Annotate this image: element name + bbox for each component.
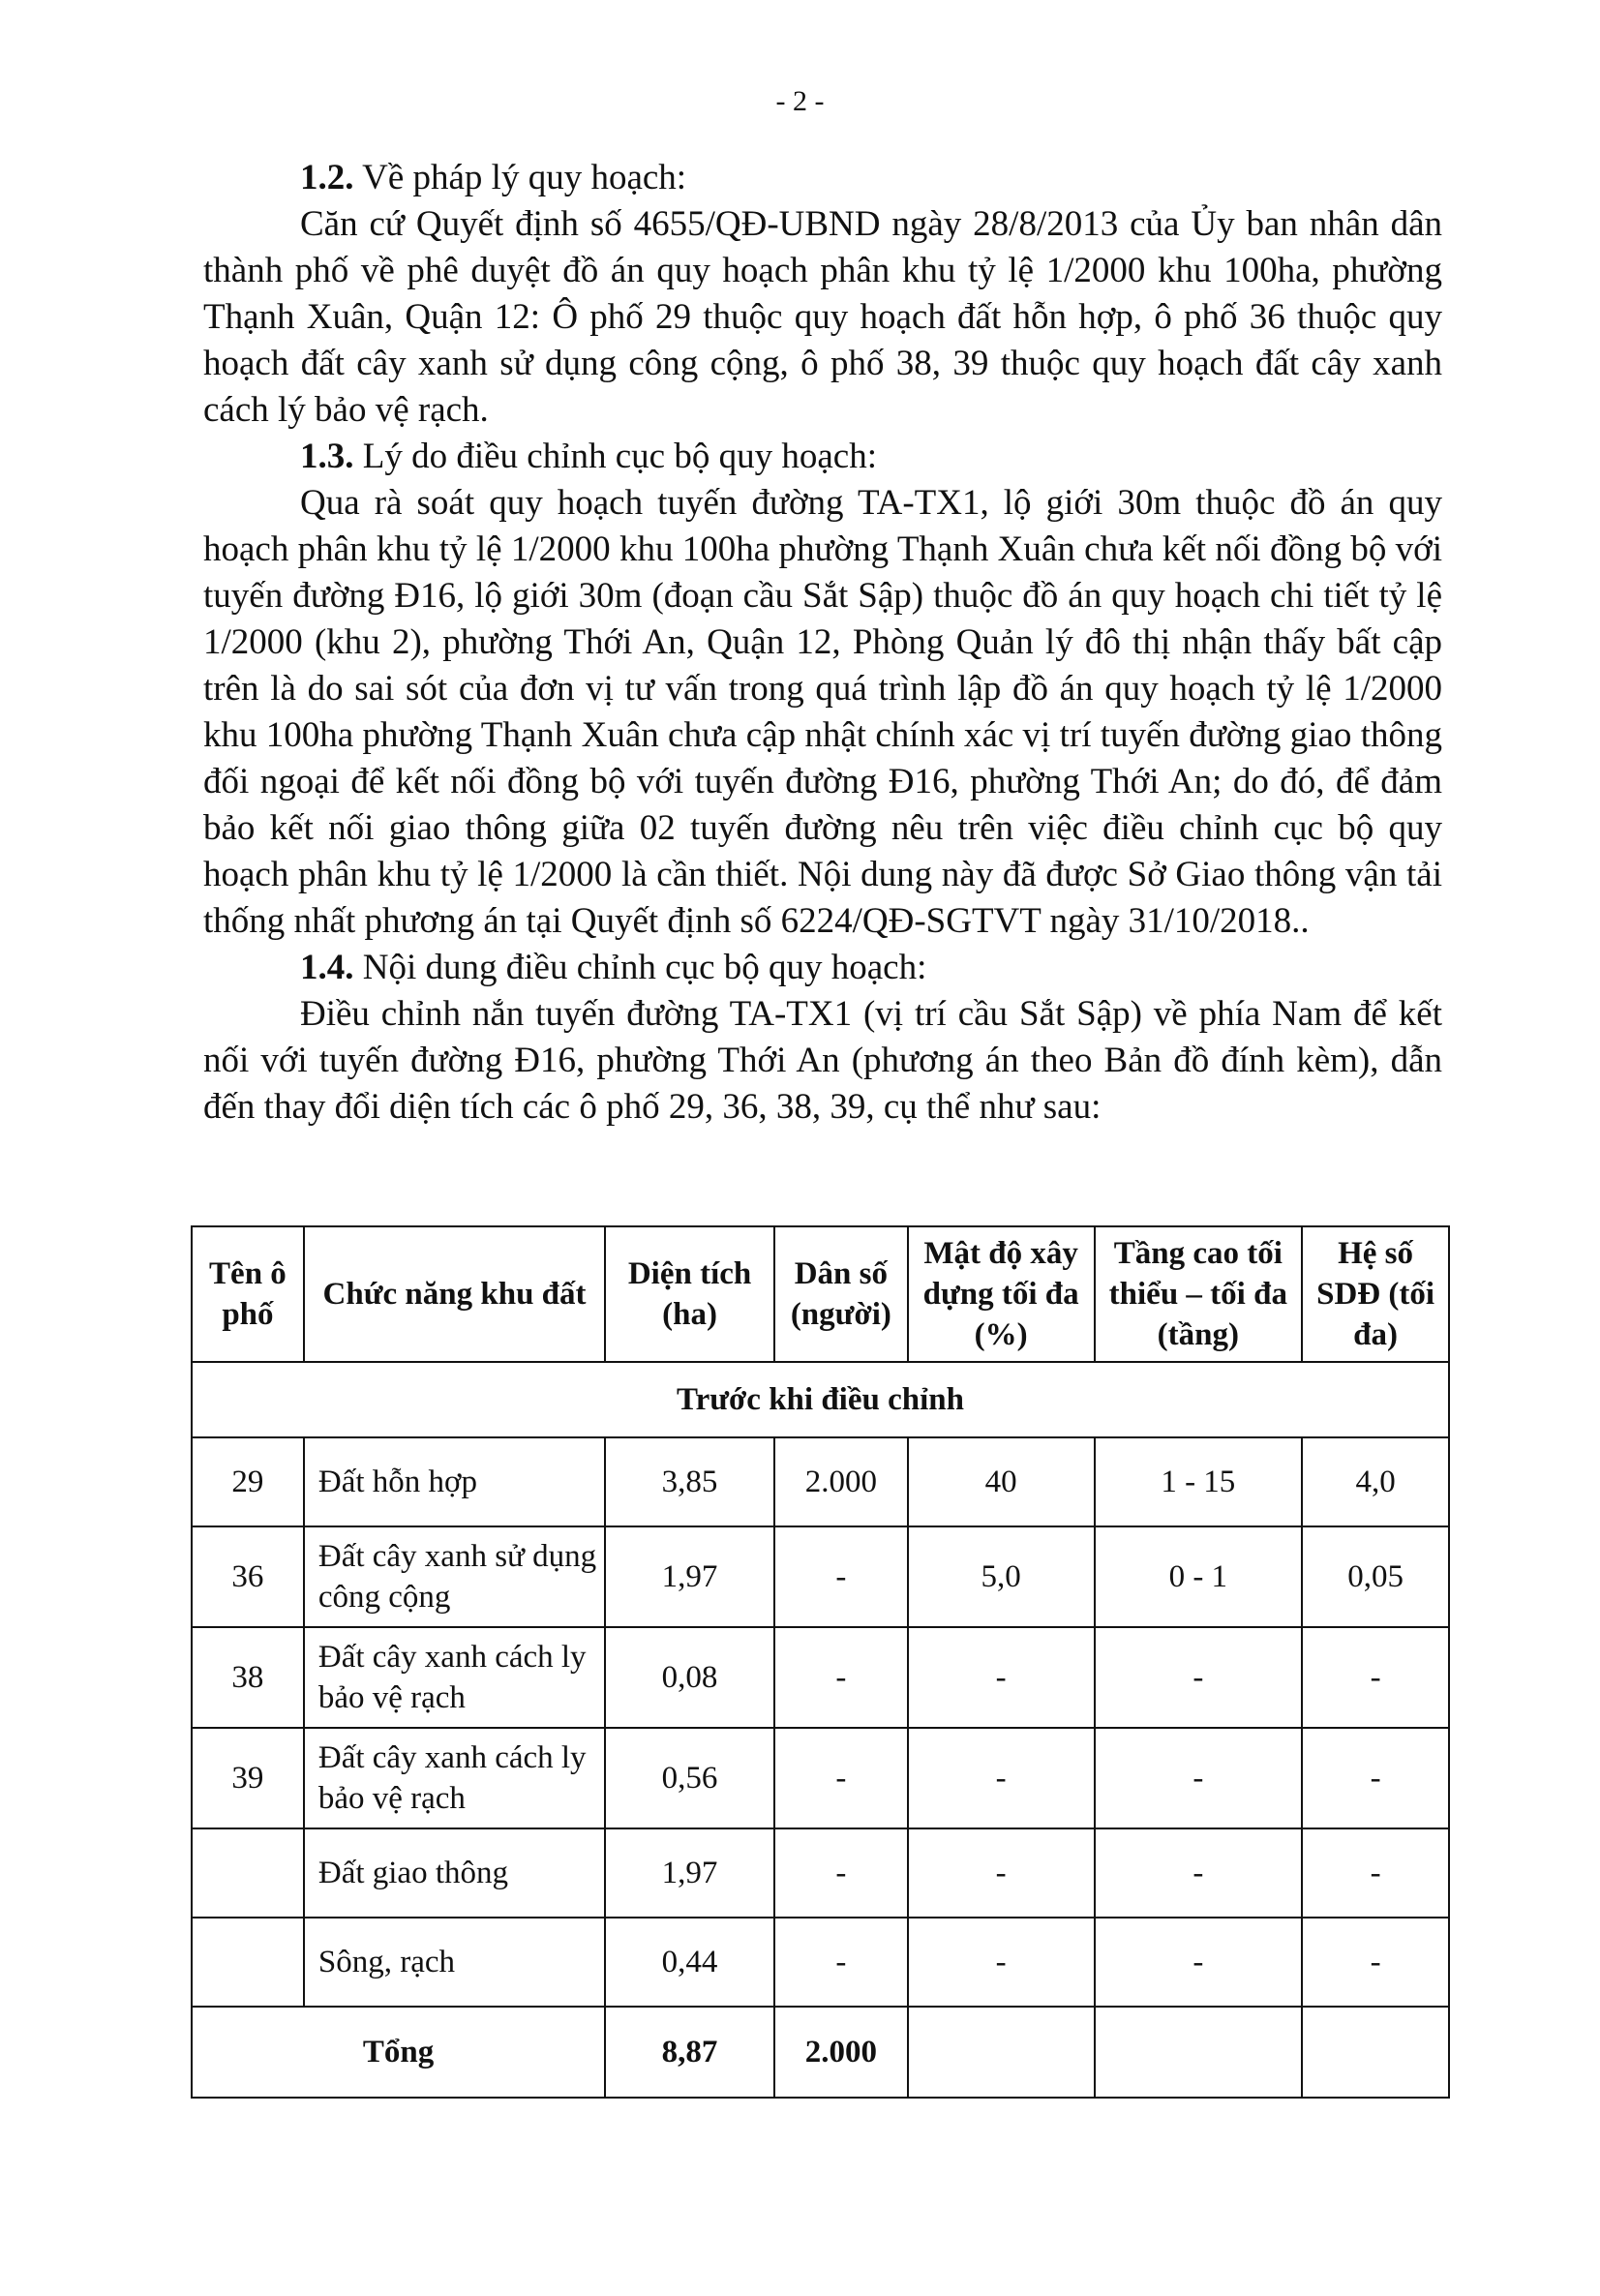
table-cell: Đất cây xanh sử dụng công cộng <box>304 1526 605 1627</box>
paragraph: Căn cứ Quyết định số 4655/QĐ-UBND ngày 28/8/2013 của Ủy ban nhân dân thành phố về phê duyệt đồ án quy hoạch phân khu tỷ lệ 1/2000 khu 100ha, phường Thạnh Xuân, Quận 12: Ô phố 29 thuộc quy hoạch đất hỗn hợp, ô phố 36 thuộc quy hoạch đất cây xanh sử dụng công cộng, ô phố 38, 39 thuộc quy hoạch đất cây xanh cách lý bảo vệ rạch. <box>203 204 1442 430</box>
land-use-table <box>191 1225 1450 2099</box>
table-cell <box>192 1828 304 1918</box>
section-title: Nội dung điều chỉnh cục bộ quy hoạch: <box>362 948 927 987</box>
header-cell: Tầng cao tối thiểu – tối đa (tầng) <box>1095 1226 1303 1362</box>
table-cell: 4,0 <box>1302 1437 1449 1526</box>
header-cell: Hệ số SDĐ (tối đa) <box>1302 1226 1449 1362</box>
table-cell: 38 <box>192 1627 304 1728</box>
page-number: - 2 - <box>775 85 825 117</box>
table-cell: - <box>1302 1918 1449 2007</box>
table-cell: 0,08 <box>605 1627 774 1728</box>
table-cell: 2.000 <box>774 1437 908 1526</box>
table-row <box>192 1828 1449 1918</box>
table-header-row <box>192 1226 1449 1362</box>
table-cell: 0,05 <box>1302 1526 1449 1627</box>
table-cell: - <box>774 1918 908 2007</box>
table-cell: - <box>774 1828 908 1918</box>
table-cell <box>908 2007 1095 2098</box>
table-cell: 29 <box>192 1437 304 1526</box>
table-cell: - <box>1302 1627 1449 1728</box>
table-cell: Đất giao thông <box>304 1828 605 1918</box>
table-cell: 39 <box>192 1728 304 1828</box>
table-cell: - <box>908 1728 1095 1828</box>
table-row <box>192 1437 1449 1526</box>
table-cell: 0 - 1 <box>1095 1526 1303 1627</box>
paragraph: Điều chỉnh nắn tuyến đường TA-TX1 (vị trí cầu Sắt Sập) về phía Nam để kết nối với tuyến đường Đ16, phường Thới An (phương án theo Bản đồ đính kèm), dẫn đến thay đổi diện tích các ô phố 29, 36, 38, 39, cụ thể như sau: <box>203 994 1442 1127</box>
section-row <box>192 1362 1449 1437</box>
table-cell: 0,44 <box>605 1918 774 2007</box>
total-population: 2.000 <box>774 2007 908 2098</box>
table-cell: - <box>774 1526 908 1627</box>
table-cell: - <box>1095 1828 1303 1918</box>
table-cell: 3,85 <box>605 1437 774 1526</box>
table-row <box>192 1728 1449 1828</box>
section-heading <box>203 945 1442 991</box>
table-cell: 0,56 <box>605 1728 774 1828</box>
table-row <box>192 1627 1449 1728</box>
table-cell: - <box>1302 1828 1449 1918</box>
table-cell: 36 <box>192 1526 304 1627</box>
table-cell <box>192 1918 304 2007</box>
total-row <box>192 2007 1449 2098</box>
section-label: Trước khi điều chỉnh <box>192 1362 1449 1437</box>
document-body <box>203 155 1442 1131</box>
table-cell: Đất cây xanh cách ly bảo vệ rạch <box>304 1728 605 1828</box>
header-cell: Chức năng khu đất <box>304 1226 605 1362</box>
table-cell <box>1302 2007 1449 2098</box>
table-cell: - <box>1095 1728 1303 1828</box>
table-cell: 1,97 <box>605 1526 774 1627</box>
section-number: 1.3. <box>300 437 354 476</box>
table-cell: 5,0 <box>908 1526 1095 1627</box>
table-cell <box>1095 2007 1303 2098</box>
table-row <box>192 1526 1449 1627</box>
section-heading <box>203 434 1442 480</box>
section-number: 1.4. <box>300 948 354 987</box>
section-number: 1.2. <box>300 158 354 197</box>
table-cell: - <box>908 1918 1095 2007</box>
table-cell: - <box>908 1627 1095 1728</box>
table-cell: Sông, rạch <box>304 1918 605 2007</box>
paragraph: Qua rà soát quy hoạch tuyến đường TA-TX1, lộ giới 30m thuộc đồ án quy hoạch phân khu tỷ lệ 1/2000 khu 100ha phường Thạnh Xuân chưa kết nối đồng bộ với tuyến đường Đ16, lộ giới 30m (đoạn cầu Sắt Sập) thuộc đồ án quy hoạch chi tiết tỷ lệ 1/2000 (khu 2), phường Thới An, Quận 12, Phòng Quản lý đô thị nhận thấy bất cập trên là do sai sót của đơn vị tư vấn trong quá trình lập đồ án quy hoạch tỷ lệ 1/2000 khu 100ha phường Thạnh Xuân chưa cập nhật chính xác vị trí tuyến đường giao thông đối ngoại để kết nối đồng bộ với tuyến đường Đ16, phường Thới An; do đó, để đảm bảo kết nối giao thông giữa 02 tuyến đường nêu trên việc điều chỉnh cục bộ quy hoạch phân khu tỷ lệ 1/2000 là cần thiết. Nội dung này đã được Sở Giao thông vận tải thống nhất phương án tại Quyết định số 6224/QĐ-SGTVT ngày 31/10/2018.. <box>203 483 1442 941</box>
table-cell: - <box>908 1828 1095 1918</box>
header-cell: Dân số (người) <box>774 1226 908 1362</box>
section-title: Về pháp lý quy hoạch: <box>362 158 687 197</box>
table-row <box>192 1918 1449 2007</box>
header-cell: Diện tích (ha) <box>605 1226 774 1362</box>
table-cell: 40 <box>908 1437 1095 1526</box>
total-label: Tổng <box>192 2007 605 2098</box>
table-cell: - <box>1095 1918 1303 2007</box>
table-cell: 1 - 15 <box>1095 1437 1303 1526</box>
table-cell: 1,97 <box>605 1828 774 1918</box>
table-cell: - <box>1095 1627 1303 1728</box>
total-area: 8,87 <box>605 2007 774 2098</box>
table-cell: Đất hỗn hợp <box>304 1437 605 1526</box>
table-cell: Đất cây xanh cách ly bảo vệ rạch <box>304 1627 605 1728</box>
table-cell: - <box>774 1627 908 1728</box>
header-cell: Mật độ xây dựng tối đa (%) <box>908 1226 1095 1362</box>
table-cell: - <box>774 1728 908 1828</box>
section-heading <box>203 155 1442 201</box>
header-cell: Tên ô phố <box>192 1226 304 1362</box>
table-cell: - <box>1302 1728 1449 1828</box>
section-title: Lý do điều chỉnh cục bộ quy hoạch: <box>362 437 877 476</box>
